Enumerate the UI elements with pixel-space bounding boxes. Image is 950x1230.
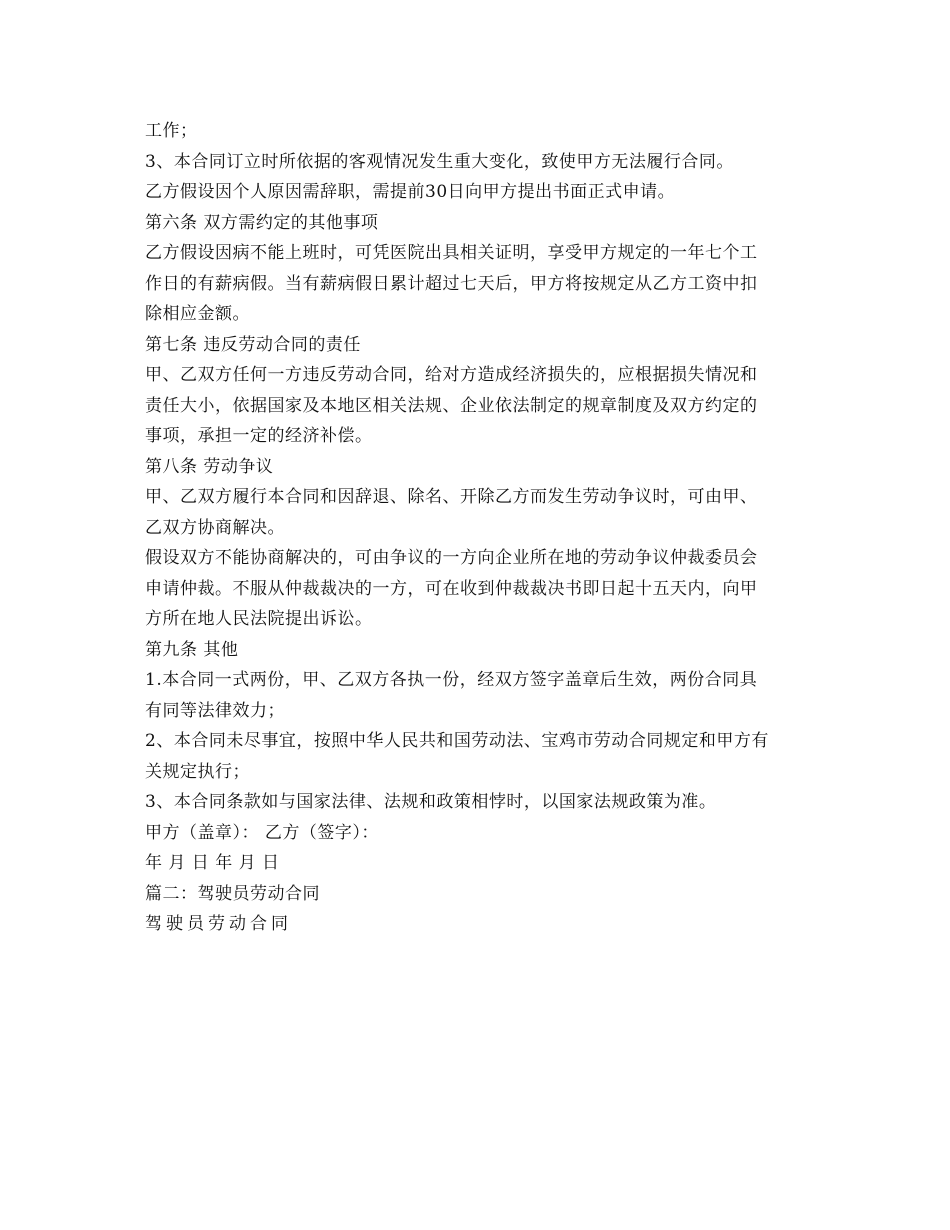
- contract-title: 驾驶员劳动合同: [145, 914, 292, 934]
- text-line: 除相应金额。: [145, 304, 250, 324]
- text-line: 甲、乙双方履行本合同和因辞退、除名、开除乙方而发生劳动争议时，可由甲、: [145, 487, 758, 507]
- signature-line: 甲方（盖章）： 乙方（签字）：: [145, 822, 379, 843]
- text-line: 1.本合同一式两份，甲、乙双方各执一份，经双方签字盖章后生效，两份合同具: [145, 670, 758, 690]
- text-line: 乙双方协商解决。: [145, 517, 285, 538]
- section-heading-7: 第七条 违反劳动合同的责任: [145, 334, 361, 355]
- text-line: 假设双方不能协商解决的，可由争议的一方向企业所在地的劳动争议仲裁委员会: [145, 548, 758, 568]
- text-line: 责任大小，依据国家及本地区相关法规、企业依法制定的规章制度及双方约定的: [145, 395, 758, 416]
- text-line: 方所在地人民法院提出诉讼。: [145, 609, 373, 629]
- text-line: 关规定执行；: [145, 761, 250, 782]
- text-line: 申请仲裁。不服从仲裁裁决的一方，可在收到仲裁裁决书即日起十五天内，向甲: [145, 578, 758, 599]
- text-line: 3、本合同订立时所依据的客观情况发生重大变化，致使甲方无法履行合同。: [145, 151, 734, 172]
- section-heading-8: 第八条 劳动争议: [145, 456, 274, 477]
- text-line: 甲、乙双方任何一方违反劳动合同，给对方造成经济损失的，应根据损失情况和: [145, 365, 758, 385]
- section-heading-9: 第九条 其他: [145, 639, 239, 660]
- date-line: 年 月 日 年 月 日: [145, 853, 280, 873]
- text-line: 有同等法律效力；: [145, 700, 285, 721]
- text-line: 乙方假设因个人原因需辞职，需提前30日向甲方提出书面正式申请。: [145, 182, 676, 202]
- text-line: 乙方假设因病不能上班时，可凭医院出具相关证明，享受甲方规定的一年七个工: [145, 243, 758, 263]
- section-heading-6: 第六条 双方需约定的其他事项: [145, 212, 379, 233]
- text-line: 事项，承担一定的经济补偿。: [145, 426, 373, 446]
- document-body: [145, 116, 810, 940]
- text-line: 作日的有薪病假。当有薪病假日累计超过七天后，甲方将按规定从乙方工资中扣: [145, 273, 758, 294]
- text-line: 2、本合同未尽事宜，按照中华人民共和国劳动法、宝鸡市劳动合同规定和甲方有: [145, 731, 769, 751]
- part-heading: 篇二：驾驶员劳动合同: [145, 883, 320, 904]
- text-line: 工作；: [145, 121, 198, 141]
- text-line: 3、本合同条款如与国家法律、法规和政策相悖时，以国家法规政策为准。: [145, 792, 717, 812]
